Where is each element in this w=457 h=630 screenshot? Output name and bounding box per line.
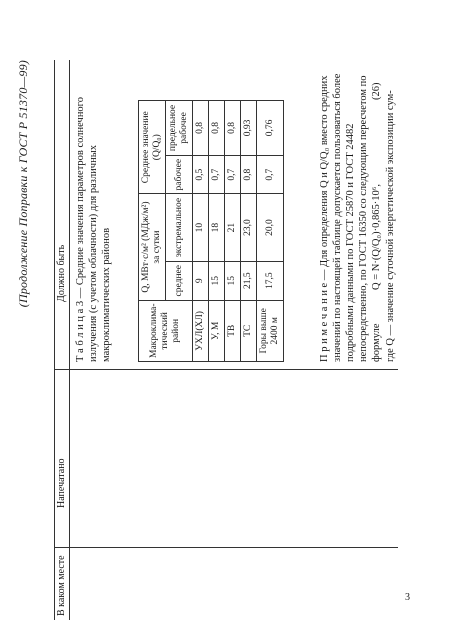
table-row	[225, 101, 241, 362]
col-separator-1	[54, 547, 398, 548]
cell: 18	[209, 194, 225, 261]
cell: УХЛ(ХЛ)	[193, 300, 209, 361]
sub-work: рабочее	[166, 155, 193, 194]
col-should-be-header: Должно быть	[56, 244, 67, 302]
header-rule	[69, 60, 70, 620]
head-ratio: Среднее значение (Q/Q₀)	[139, 101, 166, 194]
rotated-page-content	[16, 60, 398, 620]
cell: 20,0	[257, 194, 284, 261]
cell: 17,5	[257, 261, 284, 300]
cell: 0,76	[257, 101, 284, 156]
where-line: где Q — значение суточной энергетической экспозиции сум-	[385, 90, 396, 362]
cell: 23,0	[241, 194, 257, 261]
sub-ext: экстремальное	[166, 194, 193, 261]
formula-number: (26)	[371, 82, 382, 100]
cell: ТВ	[225, 300, 241, 361]
cell: 0,8	[225, 101, 241, 156]
cell: 0,93	[241, 101, 257, 156]
cell: 9	[193, 261, 209, 300]
top-rule	[54, 60, 55, 620]
page-number: 3	[405, 592, 410, 603]
table-note: П р и м е ч а н и е — Для определения Q и Q/Q₀ вместо средних значений по настоящей таблице допускается пользоваться более подробными данными по ГОСТ 25870 и ГОСТ 24482 непосредственно, по ГОСТ 16350 со следующим пересчетом по формуле	[319, 73, 382, 362]
cell: 15	[225, 261, 241, 300]
head-q: Q, МВт·с/м² (МДж/м²) за сутки	[139, 194, 166, 300]
head-region: Макроклиматический район	[139, 300, 193, 361]
col-printed-header: Напечатано	[56, 458, 67, 508]
table-row	[209, 101, 225, 362]
cell: Горы выше 2400 м	[257, 300, 284, 361]
solar-radiation-table	[138, 100, 284, 362]
cell: 0,8	[241, 155, 257, 194]
sub-limit: предельное рабочее	[166, 101, 193, 156]
cell: 0,8	[193, 101, 209, 156]
cell: 15	[209, 261, 225, 300]
formula: Q = N·(Q/Q₀)·0,865·10⁶,	[371, 184, 382, 290]
cell: ТС	[241, 300, 257, 361]
table-title: Т а б л и ц а 3 — Средние значения параметров солнечного излучения (с учетом облачности) для различных макроклиматических районов	[75, 97, 112, 362]
col-where-header: В каком месте	[56, 555, 67, 616]
cell: У, М	[209, 300, 225, 361]
cell: 0,7	[225, 155, 241, 194]
table-row	[193, 101, 209, 362]
cell: 10	[193, 194, 209, 261]
sub-avg: среднее	[166, 261, 193, 300]
col-separator-2	[54, 369, 398, 370]
header-caption: (Продолжение Поправки к ГОСТ Р 51370—99)	[16, 60, 30, 308]
cell: 0,5	[193, 155, 209, 194]
cell: 0,7	[209, 155, 225, 194]
table-row	[241, 101, 257, 362]
cell: 0,8	[209, 101, 225, 156]
cell: 0,7	[257, 155, 284, 194]
table-row	[257, 101, 284, 362]
cell: 21,5	[241, 261, 257, 300]
cell: 21	[225, 194, 241, 261]
